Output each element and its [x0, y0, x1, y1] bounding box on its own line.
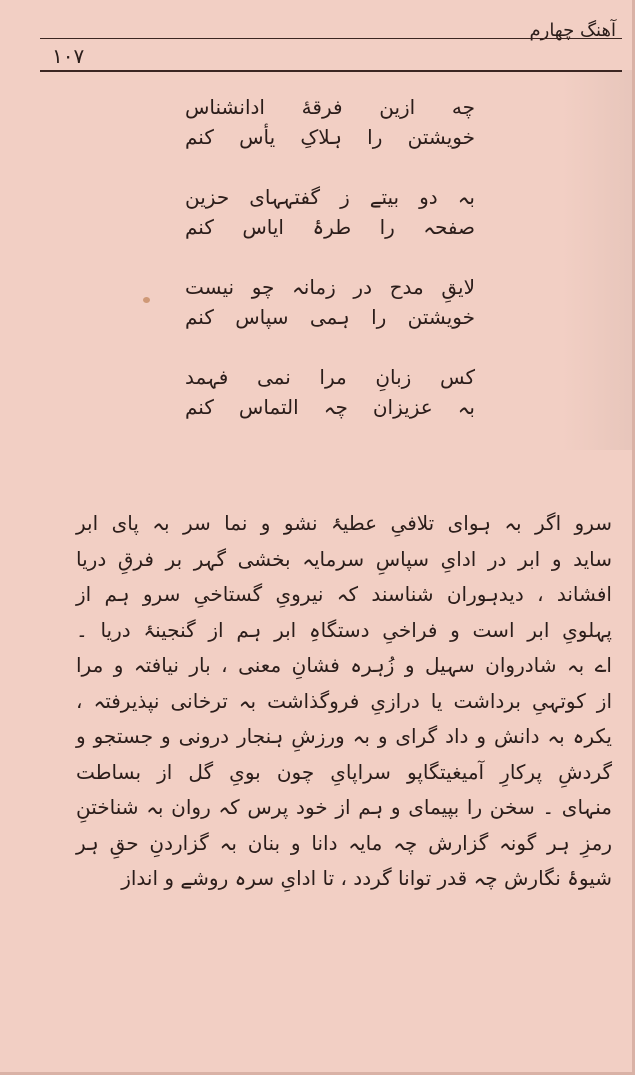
verse-line: چه ازین فرقهٔ ادانشناس	[185, 95, 475, 119]
verse-line: خویشتن را ہمی سپاس کنم	[185, 305, 475, 329]
poem	[185, 92, 475, 452]
header-rule-thin	[40, 38, 622, 39]
prose-line: اے بہ شادروان سہیل و زُہرہ فشانِ معنی ، بار نیافتہ و مرا	[76, 653, 612, 677]
running-head: آهنگ چهارم	[529, 20, 616, 41]
prose-line: افشاند ، دیدہوران شناسند کہ نیرویِ گستاخیِ سرو ہم از	[76, 582, 612, 606]
verse-line: خویشتن را ہلاکِ یأس کنم	[185, 125, 475, 149]
prose-line: شیوۂ نگارش چہ قدر توانا گردد ، تا ادایِ سرہ روشے و انداز	[121, 866, 612, 890]
page-number: ۱۰۷	[52, 44, 85, 68]
page-header	[40, 14, 622, 70]
header-rule-thick	[40, 70, 622, 72]
prose-line: منہای ۔ سخن را بپیمای و ہم از خود پرس کہ روان بہ شناختنِ	[76, 795, 612, 819]
verse-line: بہ دو بیتے ز گفتہہای حزین	[185, 185, 475, 209]
verse-line: صفحہ را طرۂ ایاس کنم	[185, 215, 475, 239]
couplet	[185, 182, 475, 242]
verse-line: بہ عزیزان چہ التماس کنم	[185, 395, 475, 419]
show-through-shading	[562, 70, 632, 450]
couplet	[185, 92, 475, 152]
prose-line: رمزِ ہر گونہ گزارش چہ مایہ دانا و بنان بہ گزاردنِ حقِ ہر	[76, 830, 612, 855]
couplet	[185, 272, 475, 332]
prose-line: از کوتہیِ برداشت یا درازیِ فروگذاشت بہ ترخانی نپذیرفتہ ،	[76, 688, 612, 713]
prose-line: سرو اگر بہ ہوای تلافیِ عطیۂ نشو و نما سر بہ پای ابر	[76, 511, 612, 535]
prose-paragraph	[76, 506, 612, 897]
prose-line: پہلویِ ابر است و فراخیِ دستگاہِ ابر ہم از گنجینۂ دریا ۔	[76, 617, 612, 642]
couplet	[185, 362, 475, 422]
prose-line: گردشِ پرکارِ آمیغیتگاپو سراپایِ چون بویِ گل از بساطت	[76, 759, 612, 784]
prose-line: ساید و ابر در ادایِ سپاسِ سرمایہ بخشی گہر بر فرقِ دریا	[76, 546, 612, 571]
paper-speck	[143, 297, 150, 303]
verse-line: کس زبانِ مرا نمی فہمد	[185, 365, 475, 389]
verse-line: لایقِ مدح در زمانہ چو نیست	[185, 275, 475, 299]
prose-line: یکرہ بہ دانش و داد گرای و بہ ورزشِ ہنجار درونی و جستجو و	[76, 724, 612, 748]
